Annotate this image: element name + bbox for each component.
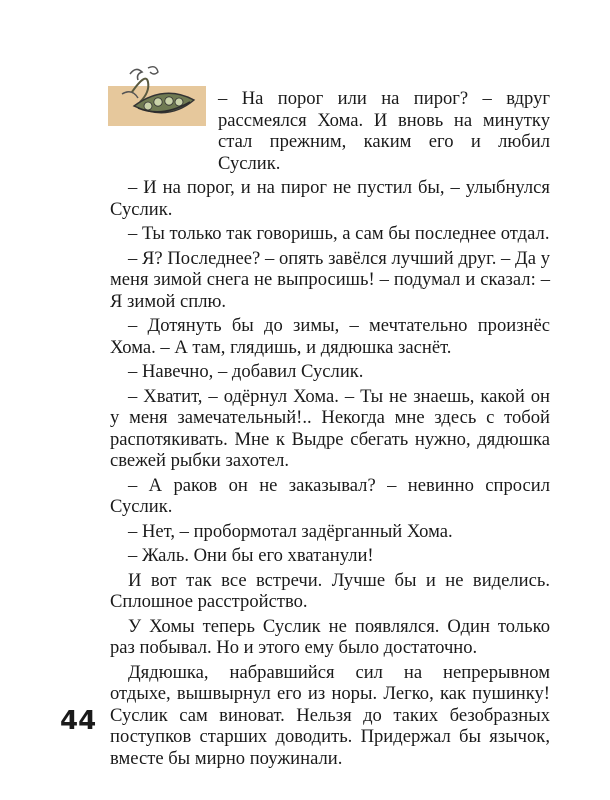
paragraph: У Хомы теперь Суслик не появлялся. Один только раз побывал. Но и этого ему было достаточно. [110,615,550,658]
paragraph: – А раков он не заказывал? – невинно спросил Суслик. [110,474,550,517]
paragraph: И вот так все встречи. Лучше бы и не виделись. Сплошное расстройство. [110,569,550,612]
paragraph: – Дотянуть бы до зимы, – мечтательно произнёс Хома. – А там, глядишь, и дядюшка заснёт. [110,315,550,358]
paragraph: – Я? Последнее? – опять завёлся лучший друг. – Да у меня зимой снега не выпросишь! – подумал и сказал: – Я зимой сплю. [110,247,550,312]
paragraph: – Хватит, – одёрнул Хома. – Ты не знаешь, какой он у меня замечательный!.. Некогда мне здесь с тобой распотякивать. Мне к Выдре сбегать нужно, дядюшка свежей рыбки захотел. [110,385,550,471]
paragraph: – Нет, – пробормотал задёрганный Хома. [128,520,453,542]
story-text [110,88,550,772]
paragraph: – Ты только так говоришь, а сам бы последнее отдал. [128,223,550,244]
paragraph: – Жаль. Они бы его хватанули! [128,545,374,566]
paragraph: – На порог или на пирог? – вдруг рассмеялся Хома. И вновь на минутку стал прежним, каким его и любил Суслик. [218,88,550,174]
paragraph: Дядюшка, набравшийся сил на непрерывном отдыхе, вышвырнул его из норы. Легко, как пушинку! Суслик сам виноват. Нельзя до таких безобразных поступков старших доводить. Придержал бы язычок, вместе бы мирно поужинали. [110,661,550,769]
page-number: 44 [60,706,97,736]
paragraph: – И на порог, и на пирог не пустил бы, – улыбнулся Суслик. [110,177,550,220]
paragraph: – Навечно, – добавил Суслик. [128,361,364,382]
